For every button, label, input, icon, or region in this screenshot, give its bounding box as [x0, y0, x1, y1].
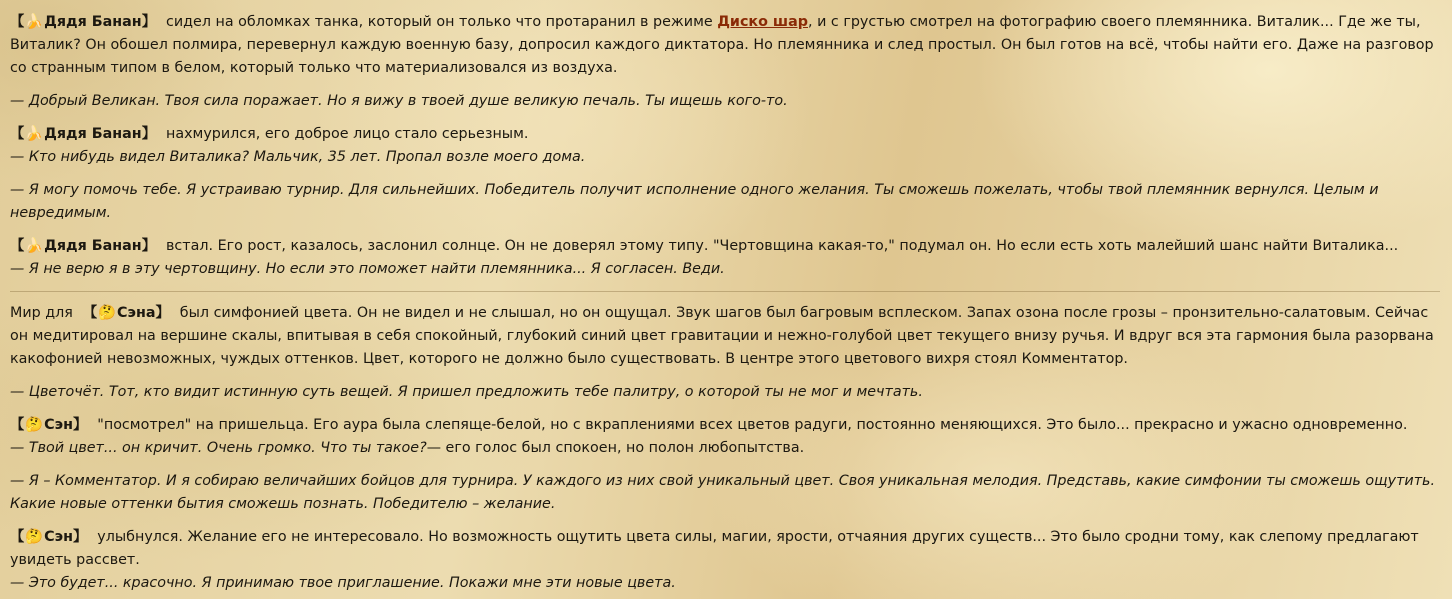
dialogue-line: — Я не верю я в эту чертовщину. Но если это поможет найти племянника... Я согласен. Веди.: [10, 261, 725, 277]
story1-paragraph-4: [10, 179, 1440, 225]
thinking-face-icon: 🤔: [98, 305, 116, 321]
story2-paragraph-1: [10, 302, 1440, 371]
dialogue-line: — Кто нибудь видел Виталика? Мальчик, 35 лет. Пропал возле моего дома.: [10, 149, 586, 165]
story2-paragraph-2: [10, 381, 1440, 404]
name-bracket-open: 【: [10, 417, 25, 433]
character-name: Дядя Банан: [44, 238, 142, 254]
character-name: Дядя Банан: [44, 126, 142, 142]
narration-text: был симфонией цвета. Он не видел и не слышал, но он ощущал. Звук шагов был багровым всплеском. Запах озона после грозы – пронзительно-салатовым. Сейчас он медитировал на вершине скалы, впитывая в себя спокойный, глубокий синий цвет гравитации и нежно-голубой цвет текущего внизу ручья. И вдруг вся эта гармония была разорвана какофонией невозможных, чуждых оттенков. Цвет, которого не должно было существовать. В центре этого цветового вихря стоял Комментатор.: [10, 305, 1434, 367]
name-bracket-close: 】: [72, 417, 88, 433]
name-bracket-open: 【: [10, 126, 25, 142]
story1-paragraph-2: [10, 90, 1440, 113]
story-uncle-banana: [10, 11, 1440, 281]
story1-paragraph-5: [10, 235, 1440, 281]
story-sen: [10, 302, 1440, 595]
dialogue-line: — Твой цвет... он кричит. Очень громко. Что ты такое?: [10, 440, 427, 456]
dialogue-line: — Это будет... красочно. Я принимаю твое приглашение. Покажи мне эти новые цвета.: [10, 575, 676, 591]
narration-text: — его голос был спокоен, но полон любопытства.: [426, 440, 805, 456]
banana-icon: 🍌: [25, 238, 44, 254]
story1-paragraph-3: [10, 123, 1440, 169]
dialogue-line: — Добрый Великан. Твоя сила поражает. Но я вижу в твоей душе великую печаль. Ты ищешь кого-то.: [10, 93, 788, 109]
name-bracket-open: 【: [82, 305, 98, 321]
character-name: Сэн: [44, 529, 73, 545]
character-name: Дядя Банан: [44, 14, 142, 30]
thinking-face-icon: 🤔: [25, 417, 44, 433]
name-bracket-close: 】: [141, 14, 156, 30]
story2-paragraph-3: [10, 414, 1440, 460]
narration-text: улыбнулся. Желание его не интересовало. Но возможность ощутить цвета силы, магии, ярости, отчаяния других существ... Это было сродни тому, как слепому предлагают увидеть рассвет.: [10, 529, 1419, 568]
story2-paragraph-4: [10, 470, 1440, 516]
name-bracket-close: 】: [141, 238, 156, 254]
name-bracket-open: 【: [10, 14, 25, 30]
banana-icon: 🍌: [25, 14, 44, 30]
character-name: Сэн: [44, 417, 73, 433]
dialogue-line: — Цветочёт. Тот, кто видит истинную суть вещей. Я пришел предложить тебе палитру, о которой ты не мог и мечтать.: [10, 384, 923, 400]
narration-text: Мир для: [10, 305, 73, 321]
narration-text: , и с грустью смотрел на фотографию своего племянника. Виталик... Где же ты, Виталик? Он обошел полмира, перевернул каждую военную базу, допросил каждого диктатора. Но племянника и след простыл. Он был готов на всё, чтобы найти его. Даже на разговор со странным типом в белом, который только что материализовался из воздуха.: [10, 14, 1434, 76]
story1-paragraph-1: [10, 11, 1440, 80]
name-bracket-close: 】: [141, 126, 156, 142]
dialogue-line: — Я могу помочь тебе. Я устраиваю турнир. Для сильнейших. Победитель получит исполнение одного желания. Ты сможешь пожелать, чтобы твой племянник вернулся. Целым и невредимым.: [10, 182, 1379, 221]
character-name: Сэна: [116, 305, 156, 321]
narration-text: "посмотрел" на пришельца. Его аура была слепяще-белой, но с вкраплениями всех цветов радуги, постоянно меняющихся. Это было... прекрасно и ужасно одновременно.: [97, 417, 1408, 433]
banana-icon: 🍌: [25, 126, 44, 142]
story-page: [10, 11, 1440, 595]
name-bracket-close: 】: [72, 529, 88, 545]
name-bracket-open: 【: [10, 238, 25, 254]
name-bracket-close: 】: [155, 305, 170, 321]
narration-text: сидел на обломках танка, который он только что протаранил в режиме: [165, 14, 713, 30]
thinking-face-icon: 🤔: [25, 529, 44, 545]
story-divider: [10, 291, 1440, 292]
narration-text: нахмурился, его доброе лицо стало серьезным.: [165, 126, 529, 142]
dialogue-line: — Я – Комментатор. И я собираю величайших бойцов для турнира. У каждого из них свой уникальный цвет. Своя уникальная мелодия. Представь, какие симфонии ты сможешь ощутить. Какие новые оттенки бытия сможешь познать. Победителю – желание.: [10, 473, 1435, 512]
disco-ball-link[interactable]: Диско шар: [717, 14, 808, 30]
story2-paragraph-5: [10, 526, 1440, 595]
name-bracket-open: 【: [10, 529, 25, 545]
narration-text: встал. Его рост, казалось, заслонил солнце. Он не доверял этому типу. "Чертовщина какая-то," подумал он. Но если есть хоть малейший шанс найти Виталика...: [165, 238, 1399, 254]
